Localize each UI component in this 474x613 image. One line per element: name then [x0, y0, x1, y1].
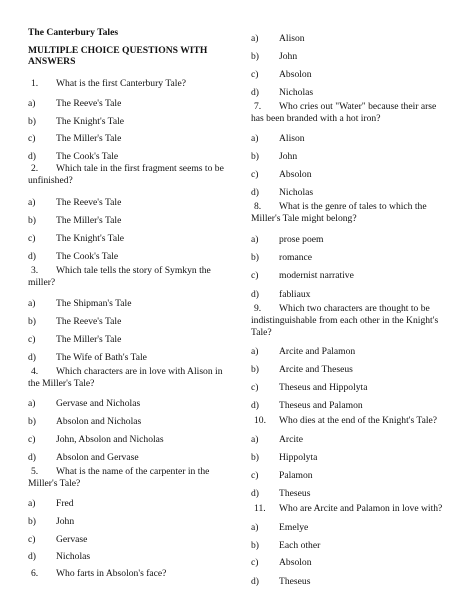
option-letter: a): [251, 434, 259, 445]
option-text: modernist narrative: [279, 270, 354, 281]
option-text: John: [279, 151, 298, 162]
option-letter: c): [251, 557, 259, 568]
option-text: Nicholas: [279, 187, 314, 198]
option-letter: b): [28, 516, 36, 527]
question-text-continued: miller?: [28, 277, 56, 288]
option-text: Theseus and Hippolyta: [279, 382, 368, 393]
option-text: Each other: [279, 540, 321, 551]
option-letter: b): [251, 252, 259, 263]
question-text-continued: Tale?: [251, 327, 272, 338]
question-text: Who farts in Absolon's face?: [56, 568, 167, 579]
option-text: John, Absolon and Nicholas: [56, 434, 164, 445]
question-text-continued: unfinished?: [28, 175, 73, 186]
option-text: romance: [279, 252, 313, 263]
question-number: 11.: [254, 503, 266, 514]
option-letter: c): [28, 334, 36, 345]
option-letter: d): [251, 400, 259, 411]
option-text: Gervase and Nicholas: [56, 398, 141, 409]
option-text: Palamon: [279, 470, 313, 481]
option-text: prose poem: [279, 234, 324, 245]
option-letter: d): [251, 576, 259, 587]
option-text: John: [279, 51, 298, 62]
option-letter: a): [28, 98, 36, 109]
option-letter: b): [28, 416, 36, 427]
option-text: The Miller's Tale: [56, 215, 122, 226]
option-letter: a): [251, 346, 259, 357]
option-letter: c): [28, 534, 36, 545]
option-text: The Wife of Bath's Tale: [56, 352, 147, 363]
question-number: 2.: [31, 163, 39, 174]
option-letter: b): [251, 151, 259, 162]
option-text: The Shipman's Tale: [56, 298, 132, 309]
document-title: The Canterbury Tales: [28, 27, 119, 38]
question-text: What is the name of the carpenter in the: [56, 466, 210, 477]
question-text-continued: Miller's Tale?: [28, 478, 81, 489]
option-letter: c): [28, 434, 36, 445]
option-text: fabliaux: [279, 289, 311, 300]
option-letter: a): [28, 298, 36, 309]
question-number: 6.: [31, 568, 39, 579]
question-text: What is the first Canterbury Tale?: [56, 78, 186, 89]
option-letter: c): [251, 470, 259, 481]
option-text: Alison: [279, 133, 305, 144]
option-letter: b): [28, 316, 36, 327]
option-text: Nicholas: [56, 551, 91, 562]
question-text: Who dies at the end of the Knight's Tale?: [279, 415, 438, 426]
option-letter: a): [251, 522, 259, 533]
question-number: 5.: [31, 466, 39, 477]
option-letter: b): [251, 364, 259, 375]
option-letter: c): [251, 169, 259, 180]
option-text: The Knight's Tale: [56, 233, 125, 244]
option-text: Emelye: [279, 522, 309, 533]
option-letter: d): [251, 87, 259, 98]
option-text: The Cook's Tale: [56, 151, 119, 162]
option-letter: a): [251, 133, 259, 144]
option-letter: c): [28, 133, 36, 144]
question-number: 8.: [254, 201, 262, 212]
question-number: 1.: [31, 78, 39, 89]
option-text: Hippolyta: [279, 452, 318, 463]
option-text: Theseus: [279, 488, 311, 499]
option-text: Gervase: [56, 534, 88, 545]
option-text: Theseus: [279, 576, 311, 587]
option-text: Alison: [279, 33, 305, 44]
option-text: Arcite and Theseus: [279, 364, 353, 375]
option-letter: b): [28, 116, 36, 127]
option-text: The Cook's Tale: [56, 251, 119, 262]
option-letter: a): [28, 498, 36, 509]
option-text: The Reeve's Tale: [56, 197, 122, 208]
question-text: Who cries out "Water" because their arse: [279, 101, 437, 112]
option-letter: a): [28, 398, 36, 409]
option-text: Fred: [56, 498, 74, 509]
question-text-continued: indistinguishable from each other in the Knight's: [251, 315, 439, 326]
option-text: The Reeve's Tale: [56, 98, 122, 109]
option-text: The Reeve's Tale: [56, 316, 122, 327]
option-letter: c): [251, 270, 259, 281]
option-letter: a): [28, 197, 36, 208]
question-number: 7.: [254, 101, 262, 112]
option-letter: b): [251, 51, 259, 62]
question-number: 10.: [254, 415, 266, 426]
option-letter: b): [251, 452, 259, 463]
option-letter: c): [251, 382, 259, 393]
option-text: Absolon: [279, 169, 312, 180]
option-text: Absolon: [279, 69, 312, 80]
option-text: The Miller's Tale: [56, 334, 122, 345]
document-subtitle: MULTIPLE CHOICE QUESTIONS WITH ANSWERS: [28, 45, 208, 67]
question-number: 9.: [254, 303, 262, 314]
question-number: 3.: [31, 265, 39, 276]
question-text: Which tale tells the story of Symkyn the: [56, 265, 211, 276]
option-letter: d): [251, 187, 259, 198]
question-text: Which tale in the first fragment seems to be: [56, 163, 224, 174]
option-letter: d): [28, 452, 36, 463]
question-text: Which characters are in love with Alison in: [56, 366, 223, 377]
option-letter: c): [28, 233, 36, 244]
option-letter: b): [28, 215, 36, 226]
option-letter: d): [251, 488, 259, 499]
option-text: Arcite and Palamon: [279, 346, 356, 357]
question-text-continued: Miller's Tale might belong?: [251, 213, 357, 224]
option-letter: c): [251, 69, 259, 80]
option-text: Arcite: [279, 434, 303, 445]
option-text: Theseus and Palamon: [279, 400, 363, 411]
question-text: What is the genre of tales to which the: [279, 201, 427, 212]
question-text-continued: has been branded with a hot iron?: [251, 113, 381, 124]
option-letter: a): [251, 33, 259, 44]
option-letter: d): [28, 352, 36, 363]
option-text: The Miller's Tale: [56, 133, 122, 144]
option-text: Absolon and Nicholas: [56, 416, 142, 427]
option-letter: a): [251, 234, 259, 245]
option-letter: d): [251, 289, 259, 300]
option-letter: d): [28, 151, 36, 162]
option-text: Absolon and Gervase: [56, 452, 139, 463]
option-letter: d): [28, 551, 36, 562]
question-text: Which two characters are thought to be: [279, 303, 430, 314]
option-text: The Knight's Tale: [56, 116, 125, 127]
option-letter: b): [251, 540, 259, 551]
option-text: John: [56, 516, 75, 527]
question-text-continued: the Miller's Tale?: [28, 378, 95, 389]
option-text: Nicholas: [279, 87, 314, 98]
option-letter: d): [28, 251, 36, 262]
option-text: Absolon: [279, 557, 312, 568]
question-number: 4.: [31, 366, 39, 377]
question-text: Who are Arcite and Palamon in love with?: [279, 503, 443, 514]
